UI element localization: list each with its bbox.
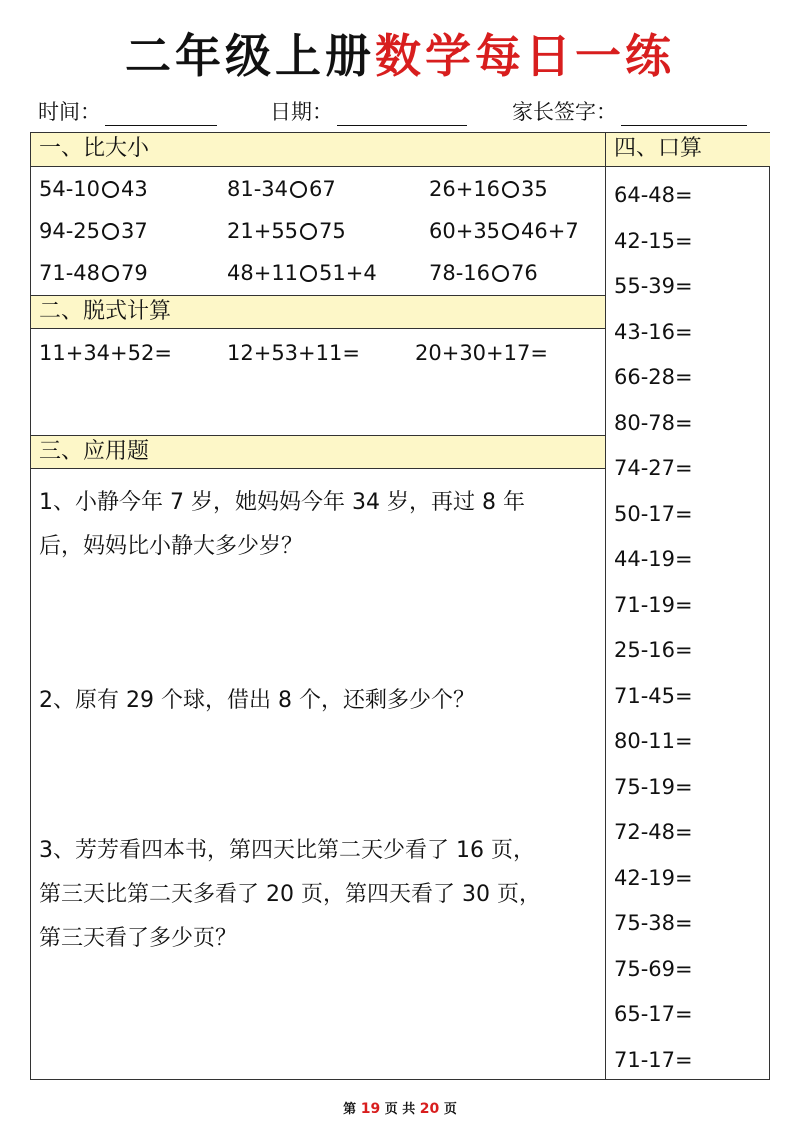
compare-right: 51+4 (319, 261, 377, 285)
compare-left: 60+35 (429, 219, 501, 243)
compare-left: 54-10 (39, 177, 101, 201)
word-problem-3 (39, 829, 599, 961)
problem-line: 3、芳芳看四本书，第四天比第二天少看了 16 页， (39, 838, 535, 863)
compare-right: 75 (319, 219, 346, 243)
compare-right: 76 (511, 261, 538, 285)
compare-right: 46+7 (521, 219, 579, 243)
word-problem-1 (39, 481, 599, 569)
stepwise-item: 20+30+17= (415, 341, 548, 365)
oral-item: 50-17= (614, 501, 693, 526)
compare-item (39, 253, 148, 293)
word-problems-heading: 三、应用题 (31, 435, 605, 469)
compare-left: 26+16 (429, 177, 501, 201)
oral-item: 66-28= (614, 365, 693, 389)
footer-middle: 页 共 (384, 1102, 416, 1117)
title-black-part: 二年级上册 (125, 29, 375, 83)
oral-item: 72-48= (614, 820, 693, 844)
title-red-part: 数学每日一练 (375, 29, 675, 83)
compare-item (227, 211, 346, 251)
footer-prefix: 第 (343, 1102, 357, 1117)
compare-circle[interactable] (502, 223, 519, 240)
oral-item: 43-16= (614, 319, 693, 344)
time-label: 时间： (38, 100, 101, 124)
oral-item: 71-17= (614, 1047, 693, 1072)
oral-item: 65-17= (614, 1002, 693, 1026)
time-blank[interactable] (105, 99, 217, 126)
compare-item (429, 211, 579, 251)
compare-right: 79 (121, 261, 148, 285)
compare-left: 81-34 (227, 177, 289, 201)
oral-item: 42-19= (614, 865, 693, 890)
parent-signature-label: 家长签字： (512, 100, 617, 124)
oral-item: 75-19= (614, 774, 693, 799)
problem-line: 后，妈妈比小静大多少岁？ (39, 534, 304, 559)
meta-row (38, 96, 768, 128)
problem-line: 第三天看了多少页？ (39, 926, 238, 951)
compare-item (39, 211, 148, 251)
oral-item: 44-19= (614, 547, 693, 571)
parent-signature-field[interactable] (512, 96, 747, 126)
compare-item (227, 253, 377, 293)
stepwise-item: 11+34+52= (39, 341, 172, 365)
stepwise-heading: 二、脱式计算 (31, 295, 605, 329)
oral-item: 55-39= (614, 274, 693, 298)
compare-left: 94-25 (39, 219, 101, 243)
compare-right: 35 (521, 177, 548, 201)
compare-circle[interactable] (300, 265, 317, 282)
date-field[interactable] (270, 96, 467, 126)
compare-left: 78-16 (429, 261, 491, 285)
current-page-number: 19 (360, 1101, 381, 1117)
oral-item: 64-48= (614, 183, 693, 207)
oral-item: 71-19= (614, 592, 693, 617)
compare-left: 48+11 (227, 261, 299, 285)
compare-heading: 一、比大小 (31, 133, 605, 167)
left-column (31, 133, 605, 1079)
worksheet-title (0, 26, 800, 86)
compare-circle[interactable] (502, 181, 519, 198)
compare-left: 21+55 (227, 219, 299, 243)
worksheet-table (30, 132, 770, 1080)
oral-item: 25-16= (614, 638, 693, 662)
oral-item: 80-78= (614, 410, 693, 435)
page-footer (0, 1098, 800, 1117)
compare-right: 43 (121, 177, 148, 201)
footer-suffix: 页 (443, 1102, 457, 1117)
compare-right: 67 (309, 177, 336, 201)
date-blank[interactable] (337, 99, 467, 126)
right-column (605, 133, 770, 1079)
compare-circle[interactable] (102, 181, 119, 198)
time-field[interactable] (38, 96, 217, 126)
problem-line: 2、原有 29 个球，借出 8 个，还剩多少个？ (39, 688, 475, 713)
compare-row (31, 211, 605, 251)
date-label: 日期： (270, 100, 333, 124)
oral-item: 74-27= (614, 456, 693, 480)
parent-signature-blank[interactable] (621, 99, 747, 126)
problem-line: 1、小静今年 7 岁，她妈妈今年 34 岁，再过 8 年 (39, 490, 525, 515)
compare-circle[interactable] (300, 223, 317, 240)
oral-item: 80-11= (614, 729, 693, 753)
compare-item (39, 169, 148, 209)
compare-left: 71-48 (39, 261, 101, 285)
compare-item (429, 169, 548, 209)
compare-item (429, 253, 538, 293)
oral-item: 75-69= (614, 956, 693, 981)
oral-heading: 四、口算 (606, 133, 770, 167)
problem-line: 第三天比第二天多看了 20 页，第四天看了 30 页， (39, 882, 541, 907)
compare-right: 37 (121, 219, 148, 243)
compare-row (31, 169, 605, 209)
compare-item (227, 169, 336, 209)
oral-item: 75-38= (614, 911, 693, 935)
compare-circle[interactable] (102, 223, 119, 240)
oral-item: 71-45= (614, 683, 693, 708)
compare-circle[interactable] (290, 181, 307, 198)
stepwise-item: 12+53+11= (227, 341, 360, 365)
compare-row (31, 253, 605, 293)
oral-item: 42-15= (614, 228, 693, 253)
total-page-number: 20 (419, 1101, 440, 1117)
word-problem-2 (39, 679, 599, 723)
compare-circle[interactable] (492, 265, 509, 282)
compare-circle[interactable] (102, 265, 119, 282)
